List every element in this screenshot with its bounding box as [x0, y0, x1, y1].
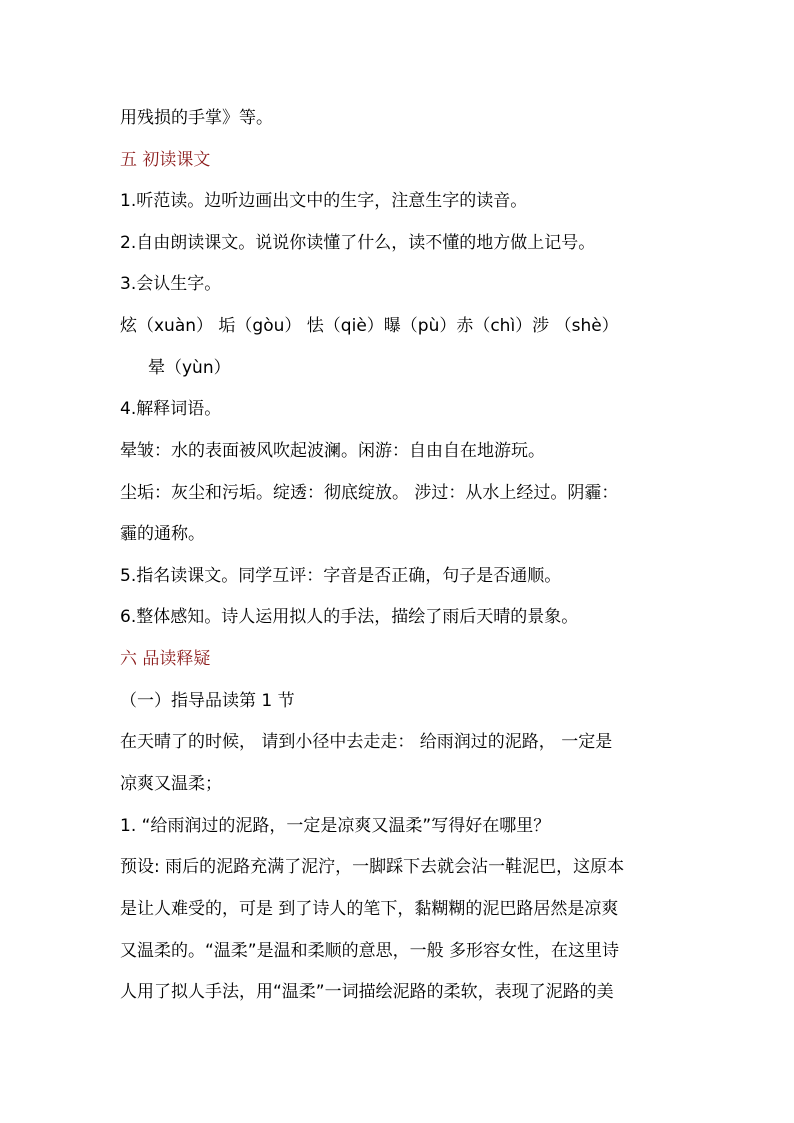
answer-line-1: 预设: 雨后的泥路充满了泥泞，一脚踩下去就会沾一鞋泥巴，这原本 — [120, 857, 625, 877]
answer-line-3: 又温柔的。“温柔”是温和柔顺的意思，一般 多形容女性，在这里诗 — [120, 941, 620, 961]
step-1: 1.听范读。边听边画出文中的生字，注意生字的读音。 — [120, 191, 528, 211]
answer-line-2: 是让人难受的，可是 到了诗人的笔下，黏糊糊的泥巴路居然是凉爽 — [120, 899, 619, 919]
new-characters-cont: 晕（yùn） — [148, 358, 231, 378]
intro-tail: 用残损的手掌》等。 — [120, 108, 273, 128]
poem-line-1: 在天晴了的时候， 请到小径中去走走： 给雨润过的泥路， 一定是 — [120, 732, 613, 752]
subsection-one-heading: （一）指导品读第 1 节 — [120, 691, 295, 711]
section-six-heading: 六 品读释疑 — [120, 649, 211, 669]
vocab-line-1: 晕皱：水的表面被风吹起波澜。闲游：自由自在地游玩。 — [120, 441, 545, 461]
step-6: 6.整体感知。诗人运用拟人的手法，描绘了雨后天晴的景象。 — [120, 607, 579, 627]
question-1: 1. “给雨润过的泥路，一定是凉爽又温柔”写得好在哪里？ — [120, 816, 551, 836]
vocab-line-2: 尘垢：灰尘和污垢。绽透：彻底绽放。 涉过：从水上经过。阴霾： — [120, 483, 619, 503]
poem-line-2: 凉爽又温柔； — [120, 774, 222, 794]
step-4: 4.解释词语。 — [120, 399, 222, 419]
step-5: 5.指名读课文。同学互评：字音是否正确，句子是否通顺。 — [120, 566, 562, 586]
answer-line-4: 人用了拟人手法，用“温柔”一词描绘泥路的柔软，表现了泥路的美 — [120, 982, 614, 1002]
step-3: 3.会认生字。 — [120, 274, 222, 294]
section-five-heading: 五 初读课文 — [120, 150, 211, 170]
step-2: 2.自由朗读课文。说说你读懂了什么，读不懂的地方做上记号。 — [120, 233, 596, 253]
new-characters: 炫（xuàn） 垢（gòu） 怯（qiè）曝（pù）赤（chì）涉 （shè） — [120, 316, 619, 336]
vocab-line-3: 霾的通称。 — [120, 524, 205, 544]
